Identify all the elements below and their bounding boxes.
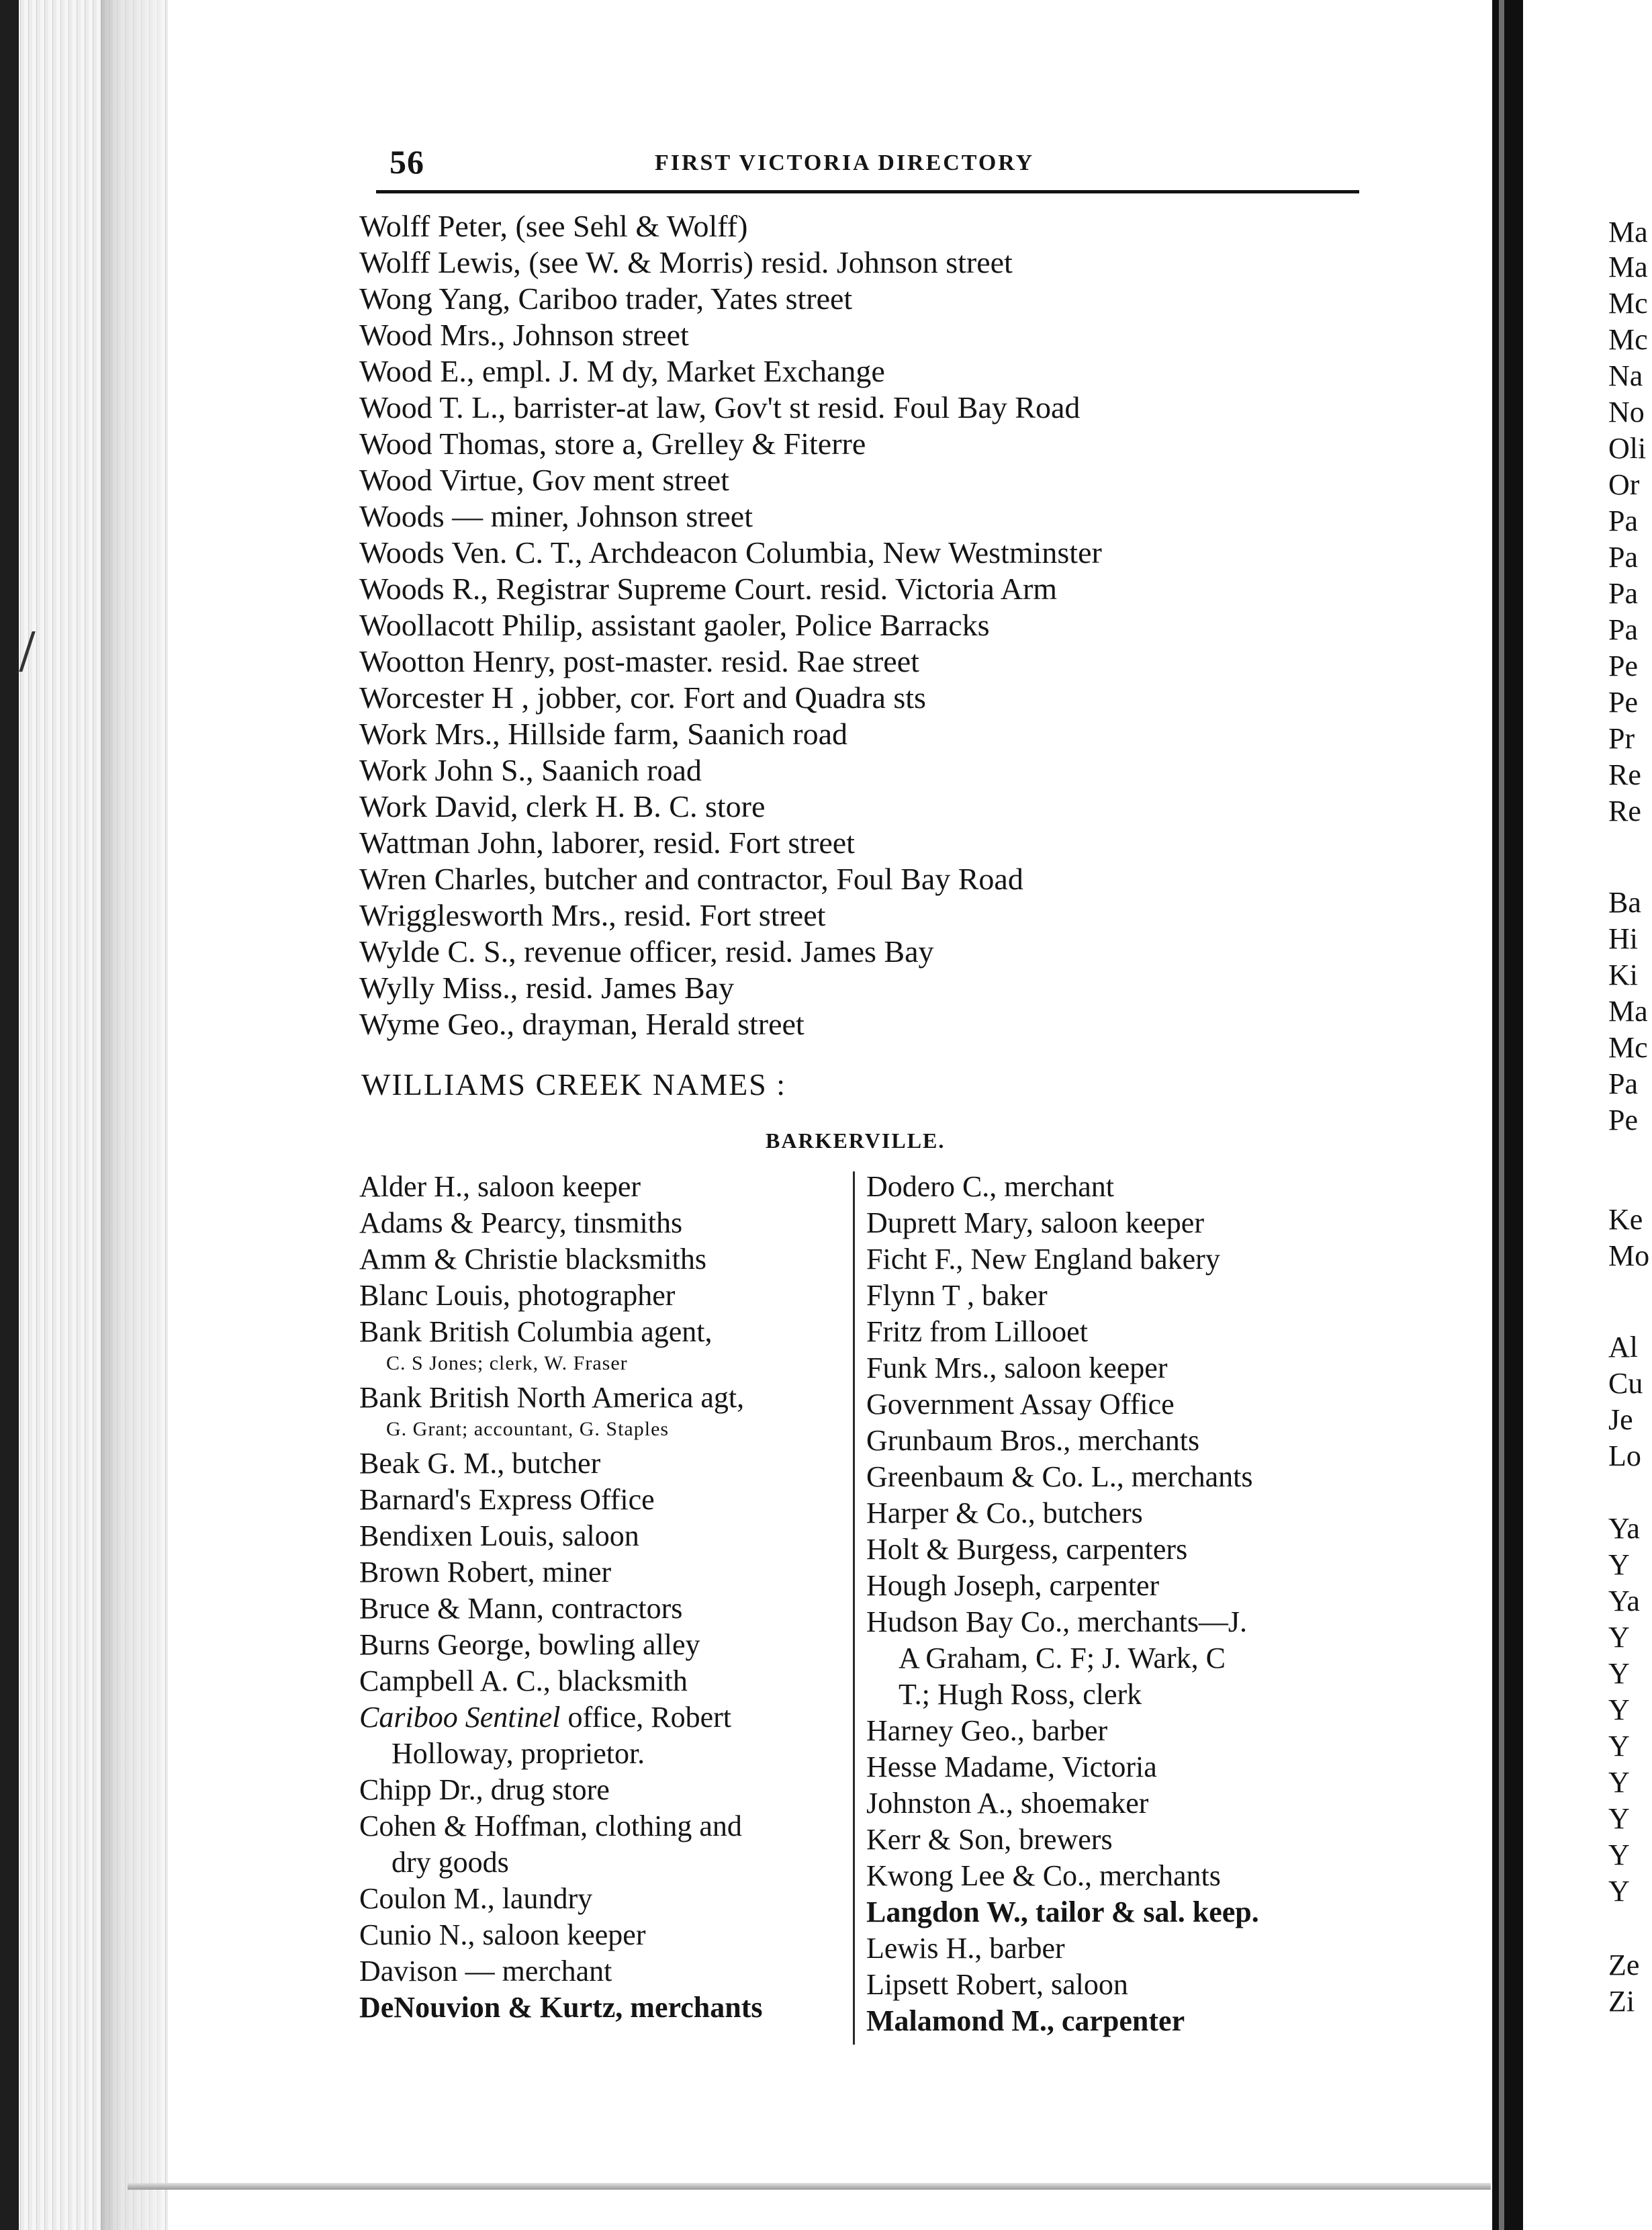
column-entry: Duprett Mary, saloon keeper [866, 1206, 1204, 1239]
column-entry: Greenbaum & Co. L., merchants [866, 1460, 1253, 1493]
column-entry: Coulon M., laundry [359, 1882, 593, 1915]
column-entry: Fritz from Lillooet [866, 1315, 1088, 1348]
adjacent-page-fragment: Y [1608, 1657, 1630, 1690]
directory-entry: Wren Charles, butcher and contractor, Foul Bay Road [359, 862, 1023, 896]
column-entry-detail: C. S Jones; clerk, W. Fraser [386, 1352, 628, 1374]
directory-entry: Wattman John, laborer, resid. Fort street [359, 826, 855, 860]
column-entry [359, 1699, 856, 1736]
column-entry: Bank British Columbia agent, [359, 1315, 713, 1348]
column-entry: Flynn T , baker [866, 1279, 1048, 1312]
column-entry: Hough Joseph, carpenter [866, 1569, 1160, 1602]
adjacent-page-fragment: Mc [1608, 1031, 1648, 1064]
column-entry: Alder H., saloon keeper [359, 1170, 641, 1203]
column-entry: Grunbaum Bros., merchants [866, 1424, 1200, 1457]
adjacent-page-fragment: Ma [1608, 995, 1648, 1028]
column-divider [853, 1171, 855, 2045]
adjacent-page-fragment: Lo [1608, 1439, 1641, 1472]
column-entry: Campbell A. C., blacksmith [359, 1664, 688, 1697]
column-entry-continuation: T.; Hugh Ross, clerk [899, 1678, 1142, 1711]
subheading: BARKERVILLE. [766, 1128, 946, 1153]
adjacent-page-fragment: Y [1608, 1621, 1630, 1654]
directory-entry: Wood Virtue, Gov ment street [359, 463, 729, 497]
page-bottom-edge [128, 2183, 1491, 2190]
column-entry: Funk Mrs., saloon keeper [866, 1351, 1168, 1384]
directory-entry: Worcester H , jobber, cor. Fort and Quadra sts [359, 680, 926, 715]
column-entry: Johnston A., shoemaker [866, 1787, 1149, 1820]
adjacent-page-fragment: Pe [1608, 650, 1638, 682]
adjacent-page-fragment: Y [1608, 1730, 1630, 1763]
directory-entry: Wyme Geo., drayman, Herald street [359, 1007, 805, 1041]
column-entry: Davison — merchant [359, 1955, 612, 1988]
adjacent-page-fragment: Y [1608, 1548, 1630, 1581]
directory-entry: Wrigglesworth Mrs., resid. Fort street [359, 898, 826, 932]
directory-entry: Wolff Peter, (see Sehl & Wolff) [359, 209, 748, 243]
directory-entry: Wood Mrs., Johnson street [359, 318, 689, 352]
column-entry: Kerr & Son, brewers [866, 1823, 1113, 1856]
adjacent-page-fragment: Zi [1608, 1985, 1635, 2018]
column-entry: Bank British North America agt, [359, 1381, 745, 1414]
directory-entry: Woods — miner, Johnson street [359, 499, 753, 533]
running-title: FIRST VICTORIA DIRECTORY [655, 150, 1035, 175]
directory-entry: Woollacott Philip, assistant gaoler, Police Barracks [359, 608, 990, 642]
column-entry: Blanc Louis, photographer [359, 1279, 676, 1312]
adjacent-page-fragment: Ya [1608, 1585, 1640, 1617]
adjacent-page-fragment: Y [1608, 1875, 1630, 1908]
adjacent-page-fragment: Y [1608, 1766, 1630, 1799]
adjacent-page-fragment: Pe [1608, 1104, 1638, 1136]
directory-entries [359, 208, 1380, 1042]
directory-entry: Woods Ven. C. T., Archdeacon Columbia, New Westminster [359, 535, 1102, 570]
directory-entry: Work John S., Saanich road [359, 753, 702, 787]
column-entry: Kwong Lee & Co., merchants [866, 1859, 1221, 1892]
directory-entry: Work David, clerk H. B. C. store [359, 789, 766, 823]
page-number: 56 [389, 143, 424, 181]
page-edge-left [0, 0, 168, 2230]
adjacent-page-fragment: Y [1608, 1838, 1630, 1871]
adjacent-page-fragment: Ze [1608, 1949, 1640, 1981]
adjacent-page-fragment: Re [1608, 795, 1641, 828]
adjacent-page-fragment: No [1608, 396, 1645, 429]
adjacent-page-fragment: Mo [1608, 1239, 1650, 1272]
column-entry: Cunio N., saloon keeper [359, 1918, 646, 1951]
column-entry: Bruce & Mann, contractors [359, 1592, 683, 1625]
adjacent-page-fragment: Ki [1608, 958, 1638, 991]
adjacent-page-fragment: Pa [1608, 504, 1638, 537]
section-heading: WILLIAMS CREEK NAMES : [361, 1067, 787, 1102]
column-entry-continuation: dry goods [392, 1846, 509, 1879]
column-entry: Amm & Christie blacksmiths [359, 1243, 706, 1276]
adjacent-page-fragment: Pe [1608, 686, 1638, 719]
adjacent-page-fragment: Ya [1608, 1512, 1640, 1545]
column-entry: Malamond M., carpenter [866, 2004, 1185, 2037]
column-entry: Barnard's Express Office [359, 1483, 655, 1516]
adjacent-page-fragment: Ba [1608, 886, 1641, 919]
column-entry: Hesse Madame, Victoria [866, 1750, 1157, 1783]
column-entry: Hudson Bay Co., merchants—J. [866, 1605, 1248, 1638]
directory-entry: Work Mrs., Hillside farm, Saanich road [359, 717, 848, 751]
column-entry: DeNouvion & Kurtz, merchants [359, 1991, 763, 2024]
adjacent-page-fragments [1608, 0, 1652, 2230]
book-gutter [1492, 0, 1523, 2230]
column-entry: Harney Geo., barber [866, 1714, 1108, 1747]
column-entry: Holt & Burgess, carpenters [866, 1533, 1188, 1566]
adjacent-page-fragment: Na [1608, 359, 1643, 392]
column-entry: Harper & Co., butchers [866, 1497, 1143, 1529]
column-entry: Adams & Pearcy, tinsmiths [359, 1206, 683, 1239]
column-entry: Lewis H., barber [866, 1932, 1065, 1965]
adjacent-page-fragment: Pa [1608, 541, 1638, 574]
left-column [359, 1169, 856, 2026]
column-entry: Brown Robert, miner [359, 1556, 612, 1589]
adjacent-page-fragment: Pa [1608, 613, 1638, 646]
adjacent-page-fragment: Al [1608, 1331, 1638, 1364]
column-entry: Cohen & Hoffman, clothing and [359, 1810, 742, 1842]
entry-continuation: office, Robert [560, 1701, 731, 1734]
adjacent-page-fragment: Or [1608, 468, 1640, 501]
adjacent-page-fragment: Re [1608, 758, 1641, 791]
adjacent-page-fragment: Cu [1608, 1367, 1643, 1400]
adjacent-page-fragment: Je [1608, 1403, 1633, 1436]
header-rule [376, 190, 1359, 193]
adjacent-page-fragment: Ke [1608, 1203, 1643, 1236]
column-entry: Burns George, bowling alley [359, 1628, 700, 1661]
column-entry: Lipsett Robert, saloon [866, 1968, 1128, 2001]
adjacent-page-fragment: Hi [1608, 922, 1638, 955]
directory-entry: Wood Thomas, store a, Grelley & Fiterre [359, 427, 866, 461]
adjacent-page-fragment: Ma [1608, 216, 1648, 249]
adjacent-page-fragment: Pa [1608, 577, 1638, 610]
directory-entry: Wood T. L., barrister-at law, Gov't st resid. Foul Bay Road [359, 390, 1081, 425]
directory-entry: Wylde C. S., revenue officer, resid. James Bay [359, 934, 934, 969]
newspaper-title: Cariboo Sentinel [359, 1701, 561, 1734]
adjacent-page-fragment: Y [1608, 1693, 1630, 1726]
column-entry: Chipp Dr., drug store [359, 1773, 610, 1806]
adjacent-page-fragment: Ma [1608, 251, 1648, 283]
directory-entry: Wong Yang, Cariboo trader, Yates street [359, 281, 853, 316]
right-column [866, 1169, 1377, 2039]
directory-entry: Wolff Lewis, (see W. & Morris) resid. Johnson street [359, 245, 1013, 279]
running-head [389, 142, 1357, 183]
adjacent-page-fragment: Pa [1608, 1067, 1638, 1100]
column-entry: Beak G. M., butcher [359, 1447, 601, 1480]
directory-entry: Wylly Miss., resid. James Bay [359, 971, 735, 1005]
directory-entry: Wootton Henry, post-master. resid. Rae street [359, 644, 919, 678]
column-entry-continuation: A Graham, C. F; J. Wark, C [899, 1642, 1226, 1675]
column-entry: Ficht F., New England bakery [866, 1243, 1220, 1276]
column-entry: Dodero C., merchant [866, 1170, 1114, 1203]
adjacent-page-fragment: Y [1608, 1802, 1630, 1835]
adjacent-page-fragment: Pr [1608, 722, 1635, 755]
column-entry-continuation: Holloway, proprietor. [392, 1737, 645, 1770]
adjacent-page-fragment: Mc [1608, 323, 1648, 356]
column-entry-detail: G. Grant; accountant, G. Staples [386, 1418, 670, 1440]
column-entry: Government Assay Office [866, 1388, 1175, 1421]
column-entry: Bendixen Louis, saloon [359, 1519, 639, 1552]
directory-entry: Wood E., empl. J. M dy, Market Exchange [359, 354, 885, 388]
column-entry: Langdon W., tailor & sal. keep. [866, 1896, 1259, 1928]
adjacent-page-fragment: Mc [1608, 287, 1648, 320]
directory-entry: Woods R., Registrar Supreme Court. resid. Victoria Arm [359, 572, 1058, 606]
adjacent-page-fragment: Oli [1608, 432, 1647, 465]
